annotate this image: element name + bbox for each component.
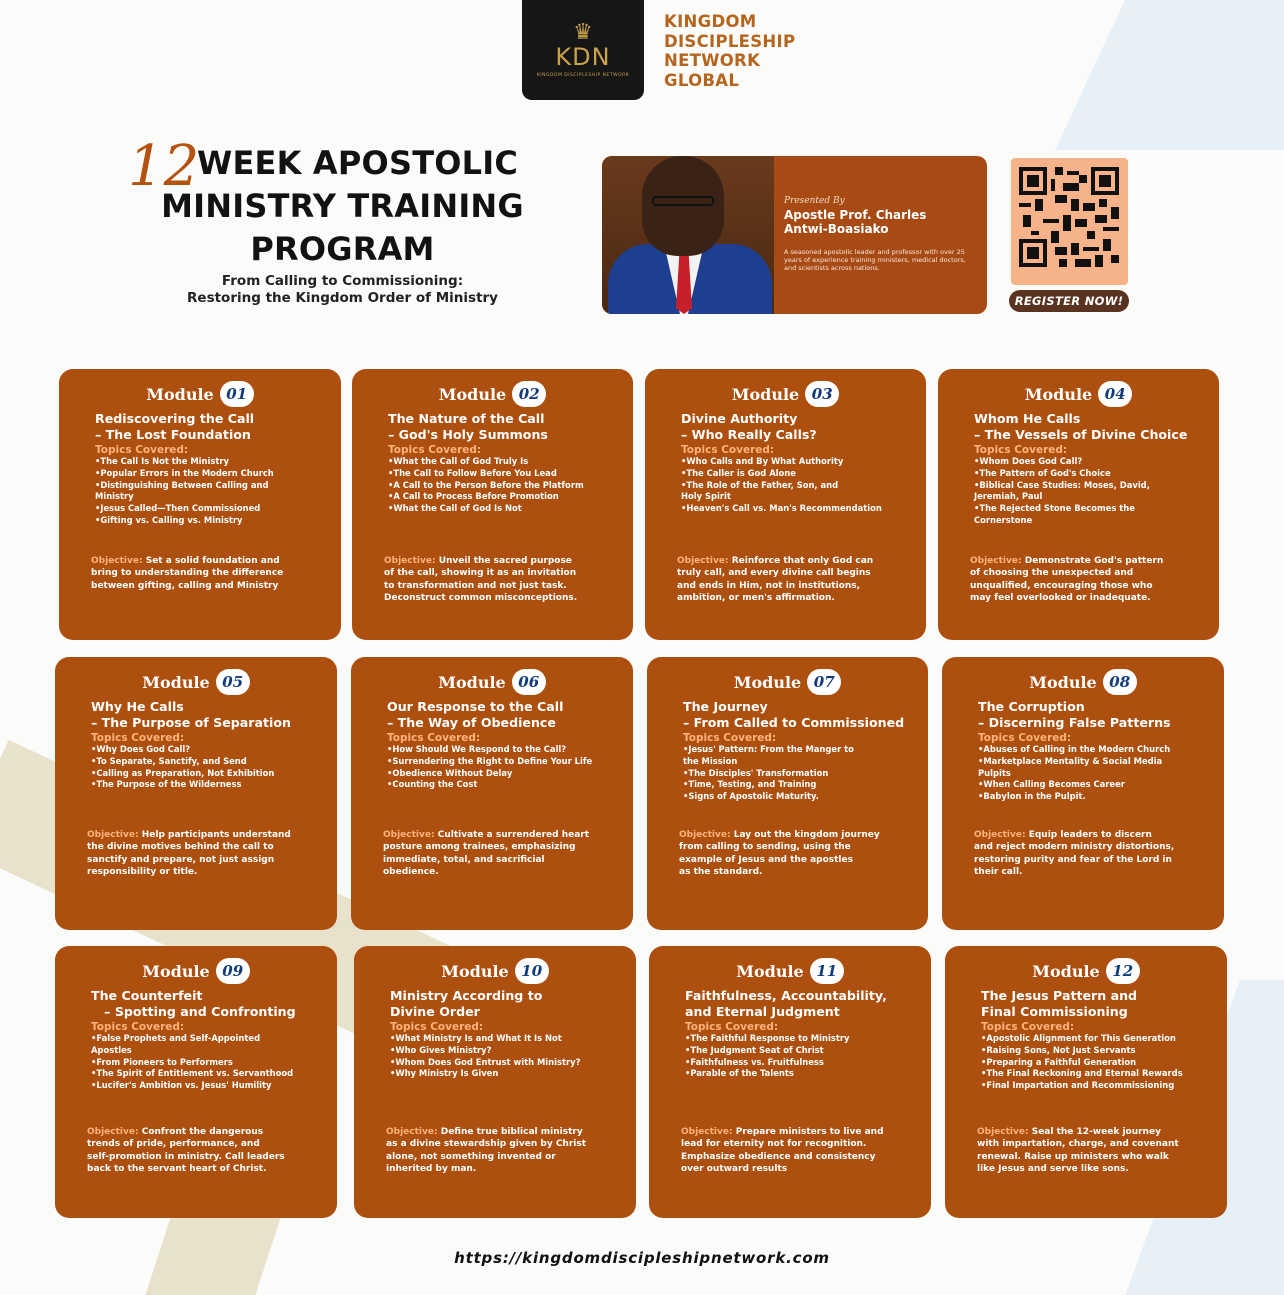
topic-item: •The Rejected Stone Becomes the — [974, 503, 1135, 514]
module-number-badge: 05 — [216, 669, 250, 695]
objective-label: Objective: — [974, 830, 1026, 840]
topic-item: •Final Impartation and Recommissioning — [981, 1080, 1175, 1091]
topics-list — [91, 744, 323, 791]
module-card — [55, 946, 337, 1218]
objective-label: Objective: — [386, 1127, 438, 1137]
topic-item: •The Role of the Father, Son, and — [681, 479, 839, 490]
topics-label: Topics Covered: — [388, 444, 482, 456]
qr-code-icon — [1019, 166, 1119, 276]
topic-item: •Marketplace Mentality & Social Media — [978, 755, 1163, 766]
topic-item: •The Spirit of Entitlement vs. Servanthood — [91, 1068, 294, 1079]
background-shape — [1055, 0, 1284, 150]
module-number-badge: 12 — [1106, 958, 1140, 984]
module-title: Faithfulness, Accountability, and Eternal Judgment — [685, 988, 887, 1019]
module-header — [365, 669, 619, 695]
topic-item: •The Call Is Not the Ministry — [95, 456, 229, 466]
objective-label: Objective: — [91, 556, 143, 566]
presenter-card — [602, 156, 987, 314]
module-label: Module — [736, 961, 804, 981]
topics-list — [91, 1033, 323, 1092]
topic-item: Apostles — [91, 1044, 132, 1055]
topics-list — [390, 1033, 622, 1080]
module-title: Whom He Calls – The Vessels of Divine Choice — [974, 411, 1188, 442]
module-number-badge: 01 — [220, 381, 254, 407]
topics-list — [387, 744, 619, 791]
qr-code[interactable] — [1011, 158, 1128, 285]
module-header — [73, 381, 327, 407]
org-name: KINGDOM DISCIPLESHIP NETWORK GLOBAL — [664, 12, 796, 90]
module-card — [938, 369, 1219, 640]
topic-item: •False Prophets and Self-Appointed — [91, 1033, 261, 1043]
module-title: Why He Calls – The Purpose of Separation — [91, 699, 291, 730]
objective-label: Objective: — [87, 1127, 139, 1137]
topic-item: •Parable of the Talents — [685, 1068, 794, 1079]
module-number-badge: 09 — [216, 958, 250, 984]
topic-item: •How Should We Respond to the Call? — [387, 744, 567, 754]
objective-label: Objective: — [679, 830, 731, 840]
module-objective: Objective: Unveil the sacred purpose of the call, showing it as an invitation to transformation and not just task. Deconstruct common misconceptions. — [384, 556, 578, 603]
topic-item: •From Pioneers to Performers — [91, 1056, 233, 1067]
topics-list — [95, 456, 327, 527]
topic-item: •A Call to Process Before Promotion — [388, 491, 559, 502]
topic-item: •Abuses of Calling in the Modern Church — [978, 744, 1171, 754]
topic-item: •Distinguishing Between Calling and — [95, 479, 269, 490]
module-label: Module — [142, 961, 210, 981]
topic-item: •Surrendering the Right to Define Your Life — [387, 755, 593, 766]
topic-item: •What Ministry Is and What It Is Not — [390, 1033, 562, 1043]
topics-label: Topics Covered: — [683, 732, 777, 744]
module-number-badge: 04 — [1098, 381, 1132, 407]
presenter-description: A seasoned apostolic leader and professor with over 25 years of experience training ministers, medical doctors, and scientists across nations. — [784, 248, 966, 272]
module-title: The Corruption – Discerning False Patterns — [978, 699, 1171, 730]
title-line: WEEK APOSTOLIC — [196, 144, 519, 182]
module-card — [352, 369, 633, 640]
topic-item: •Calling as Preparation, Not Exhibition — [91, 767, 275, 778]
module-header — [69, 958, 323, 984]
module-objective: Objective: Cultivate a surrendered heart posture among trainees, emphasizing immediate, total, and sacrificial obedience. — [383, 830, 590, 877]
module-header — [959, 958, 1213, 984]
topic-item: •To Separate, Sanctify, and Send — [91, 755, 247, 766]
module-number-badge: 02 — [512, 381, 546, 407]
module-title: The Jesus Pattern and Final Commissioning — [981, 988, 1138, 1019]
topic-item: •Obedience Without Delay — [387, 767, 513, 778]
module-label: Module — [146, 384, 214, 404]
module-number-badge: 07 — [807, 669, 841, 695]
topic-item: •The Disciples' Transformation — [683, 767, 829, 778]
topic-item: •The Purpose of the Wilderness — [91, 779, 242, 790]
kdn-logo — [522, 0, 644, 100]
module-title: Ministry According to Divine Order — [390, 988, 543, 1019]
topic-item: •Jesus Called—Then Commissioned — [95, 503, 261, 514]
module-header — [69, 669, 323, 695]
topics-label: Topics Covered: — [685, 1021, 779, 1033]
presenter-photo — [602, 156, 774, 314]
topic-item: •What the Call of God Truly Is — [388, 456, 529, 466]
topic-item: Pulpits — [978, 767, 1011, 778]
topics-label: Topics Covered: — [387, 732, 481, 744]
website-url[interactable]: https://kingdomdiscipleshipnetwork.com — [454, 1249, 830, 1267]
module-card — [354, 946, 636, 1218]
module-title: The Nature of the Call – God's Holy Summons — [388, 411, 548, 442]
topic-item: •The Call to Follow Before You Lead — [388, 467, 557, 478]
objective-label: Objective: — [977, 1127, 1029, 1137]
topic-item: •Faithfulness vs. Fruitfulness — [685, 1056, 824, 1067]
objective-label: Objective: — [677, 556, 729, 566]
topic-item: Holy Spirit — [681, 491, 731, 502]
module-card — [649, 946, 931, 1218]
topic-item: •Lucifer's Ambition vs. Jesus' Humility — [91, 1080, 272, 1091]
topic-item: •The Faithful Response to Ministry — [685, 1033, 850, 1043]
module-label: Module — [142, 672, 210, 692]
topics-list — [681, 456, 912, 515]
topic-item: •What the Call of God Is Not — [388, 503, 522, 514]
module-label: Module — [1024, 384, 1093, 404]
module-label: Module — [1029, 672, 1097, 692]
module-title: Our Response to the Call – The Way of Obedience — [387, 699, 564, 730]
topic-item: •Who Gives Ministry? — [390, 1044, 492, 1055]
module-number-badge: 10 — [515, 958, 549, 984]
module-objective: Objective: Reinforce that only God can truly call, and every divine call begins and ends in Him, not in institutions, ambition, or men's affirmation. — [677, 556, 874, 603]
topics-label: Topics Covered: — [978, 732, 1072, 744]
topic-item: •A Call to the Person Before the Platform — [388, 479, 584, 490]
module-objective: Objective: Help participants understand the divine motives behind the call to sanctify and prepare, not just assign responsibility or title. — [87, 830, 291, 877]
module-title: Divine Authority – Who Really Calls? — [681, 411, 817, 442]
module-card — [55, 657, 337, 930]
module-number-badge: 11 — [810, 958, 844, 984]
topics-label: Topics Covered: — [95, 444, 189, 456]
title-number: 12 — [128, 134, 200, 199]
module-objective: Objective: Set a solid foundation and bring to understanding the difference between gifting, calling and Ministry — [91, 556, 284, 591]
module-label: Module — [733, 672, 802, 692]
topic-item: •Who Calls and By What Authority — [681, 456, 844, 466]
topic-item: Ministry — [95, 491, 134, 502]
topic-item: •Jesus' Pattern: From the Manger to — [683, 744, 854, 754]
module-objective: Objective: Seal the 12-week journey with impartation, charge, and covenant renewal. Raise up ministers who walk like Jesus and serve like sons. — [977, 1127, 1179, 1174]
topic-item: •Preparing a Faithful Generation — [981, 1056, 1137, 1067]
objective-label: Objective: — [970, 556, 1022, 566]
module-title: The Counterfeit – Spotting and Confronting — [91, 988, 296, 1019]
topic-item: •Signs of Apostolic Maturity. — [683, 791, 819, 802]
module-card — [351, 657, 633, 930]
presenter-name: Apostle Prof. Charles Antwi-Boasiako — [784, 208, 927, 236]
module-objective: Objective: Lay out the kingdom journey from calling to sending, using the example of Jesus and the apostles as the standard. — [679, 830, 880, 877]
topic-item: •Time, Testing, and Training — [683, 779, 817, 790]
module-number-badge: 08 — [1103, 669, 1137, 695]
module-header — [952, 381, 1205, 407]
module-objective: Objective: Equip leaders to discern and reject modern ministry distortions, restoring purity and fear of the Lord in their call. — [974, 830, 1175, 877]
topic-item: •Why Does God Call? — [91, 744, 191, 754]
topic-item: Cornerstone — [974, 514, 1033, 525]
module-label: Module — [438, 672, 506, 692]
topics-label: Topics Covered: — [981, 1021, 1075, 1033]
module-label: Module — [438, 384, 507, 404]
topics-label: Topics Covered: — [974, 444, 1068, 456]
topics-label: Topics Covered: — [91, 732, 185, 744]
module-title: The Journey – From Called to Commissioned — [683, 699, 905, 730]
module-card — [945, 946, 1227, 1218]
topic-item: •The Pattern of God's Choice — [974, 467, 1111, 478]
topics-list — [685, 1033, 917, 1080]
topics-label: Topics Covered: — [681, 444, 775, 456]
module-header — [663, 958, 917, 984]
module-number-badge: 06 — [512, 669, 546, 695]
module-card — [647, 657, 928, 930]
topics-list — [978, 744, 1210, 803]
subtitle: From Calling to Commissioning: Restoring the Kingdom Order of Ministry — [187, 273, 498, 306]
topic-item: •Whom Does God Call? — [974, 456, 1083, 466]
topic-item: •Whom Does God Entrust with Ministry? — [390, 1056, 581, 1067]
program-title — [120, 134, 565, 307]
objective-label: Objective: — [681, 1127, 733, 1137]
objective-label: Objective: — [383, 830, 435, 840]
module-label: Module — [1032, 961, 1100, 981]
topic-item: •Counting the Cost — [387, 779, 478, 790]
logo-subtext: KINGDOM DISCIPLESHIP NETWORK — [536, 72, 630, 78]
module-objective: Objective: Confront the dangerous trends of pride, performance, and self-promotion in ministry. Call leaders back to the servant heart of Christ. — [87, 1127, 285, 1174]
module-card — [645, 369, 926, 640]
topics-label: Topics Covered: — [91, 1021, 185, 1033]
topic-item: the Mission — [683, 755, 738, 766]
module-objective: Objective: Demonstrate God's pattern of choosing the unexpected and unqualified, encouraging those who may feel overlooked or inadequate. — [970, 556, 1164, 603]
topic-item: •Gifting vs. Calling vs. Ministry — [95, 514, 243, 525]
topic-item: •When Calling Becomes Career — [978, 779, 1125, 790]
module-header — [368, 958, 622, 984]
title-line: PROGRAM — [250, 230, 435, 268]
topics-list — [388, 456, 619, 515]
presented-by-label: Presented By — [784, 196, 845, 206]
topics-list — [974, 456, 1205, 527]
topic-item: •Apostolic Alignment for This Generation — [981, 1033, 1176, 1043]
topic-item: •The Caller is God Alone — [681, 467, 796, 478]
topic-item: •Why Ministry Is Given — [390, 1068, 499, 1079]
module-header — [366, 381, 619, 407]
module-card — [942, 657, 1224, 930]
objective-label: Objective: — [384, 556, 436, 566]
module-objective: Objective: Define true biblical ministry as a divine stewardship given by Christ alone, not something invented or inherited by man. — [386, 1127, 587, 1174]
title-line: MINISTRY TRAINING — [161, 187, 524, 225]
logo-text: KDN — [555, 42, 611, 71]
topic-item: •The Judgment Seat of Christ — [685, 1044, 824, 1055]
module-label: Module — [731, 384, 800, 404]
topics-label: Topics Covered: — [390, 1021, 484, 1033]
module-title: Rediscovering the Call – The Lost Foundation — [95, 411, 255, 442]
topic-item: •Babylon in the Pulpit. — [978, 791, 1086, 802]
topic-item: •Heaven's Call vs. Man's Recommendation — [681, 503, 882, 514]
module-label: Module — [441, 961, 509, 981]
topic-item: •Raising Sons, Not Just Servants — [981, 1044, 1136, 1055]
topic-item: Jeremiah, Paul — [974, 491, 1043, 502]
topic-item: •Biblical Case Studies: Moses, David, — [974, 479, 1150, 490]
module-card — [59, 369, 341, 640]
module-objective: Objective: Prepare ministers to live and lead for eternity not for recognition. Emphasize obedience and consistency over outward results — [681, 1127, 884, 1174]
module-number-badge: 03 — [805, 381, 839, 407]
topics-list — [683, 744, 914, 803]
module-header — [661, 669, 914, 695]
crown-icon: ♛ — [573, 19, 593, 45]
topic-item: •Popular Errors in the Modern Church — [95, 467, 274, 478]
module-header — [659, 381, 912, 407]
topics-list — [981, 1033, 1213, 1092]
topic-item: •The Final Reckoning and Eternal Rewards — [981, 1068, 1183, 1079]
register-button[interactable]: REGISTER NOW! — [1009, 290, 1129, 312]
objective-label: Objective: — [87, 830, 139, 840]
module-header — [956, 669, 1210, 695]
